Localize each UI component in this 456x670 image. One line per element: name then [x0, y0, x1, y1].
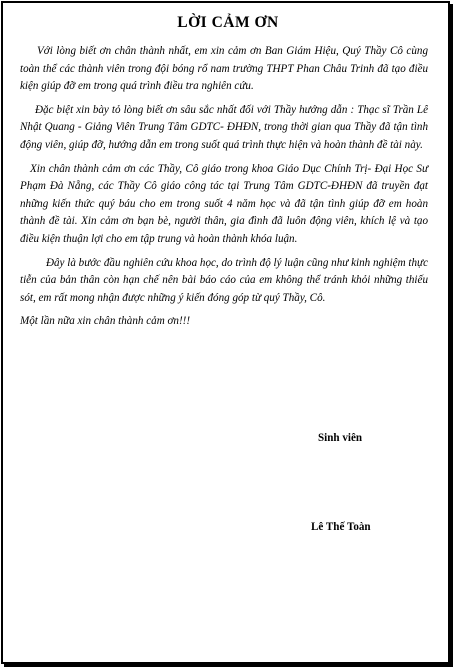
- paragraph-3: Xin chân thành cảm ơn các Thầy, Cô giáo trong khoa Giáo Dục Chính Trị- Đại Học Sư Phạm Đà Nẵng, các Thầy Cô giáo công tác tại Trung Tâm GDTC-ĐHĐN đã truyền đạt những kiến thức quý báu cho em trong suốt 4 năm học và đã tận tình giúp đỡ em hoàn thành đề tài. Xin cảm ơn bạn bè, người thân, gia đình đã luôn động viên, khích lệ và tạo điều kiện thuận lợi cho em tập trung và hoàn thành khóa luận.: [20, 162, 428, 245]
- document-body: [20, 43, 428, 331]
- paragraph-1: Với lòng biết ơn chân thành nhất, em xin cảm ơn Ban Giám Hiệu, Quý Thầy Cô cùng toàn thể các thành viên trong đội bóng rổ nam trường THPT Phan Châu Trinh đã tạo điều kiện giúp đỡ em trong quá trình điều tra nghiên cứu.: [20, 45, 428, 93]
- closing-line: Một lần nữa xin chân thành cảm ơn!!!: [20, 315, 191, 328]
- signature-name: Lê Thế Toàn: [311, 521, 371, 533]
- paragraph-2: Đặc biệt xin bày tỏ lòng biết ơn sâu sắc nhất đối với Thầy hướng dẫn : Thạc sĩ Trần Lê Nhật Quang - Giảng Viên Trung Tâm GDTC- ĐHĐN, trong thời gian qua Thầy đã tận tình động viên, giúp đỡ, hướng dẫn em trong suốt quá trình thực hiện và hoàn thành đề tài này.: [20, 103, 428, 151]
- signature-role: Sinh viên: [318, 432, 363, 444]
- paragraph-4: Đây là bước đầu nghiên cứu khoa học, do trình độ lý luận cũng như kinh nghiệm thực tiễn của bản thân còn hạn chế nên bài báo cáo của em không thể tránh khỏi những thiếu sót, em rất mong nhận được những ý kiến đóng góp từ quý Thầy, Cô.: [20, 256, 428, 304]
- document-title: LỜI CẢM ƠN: [177, 14, 279, 31]
